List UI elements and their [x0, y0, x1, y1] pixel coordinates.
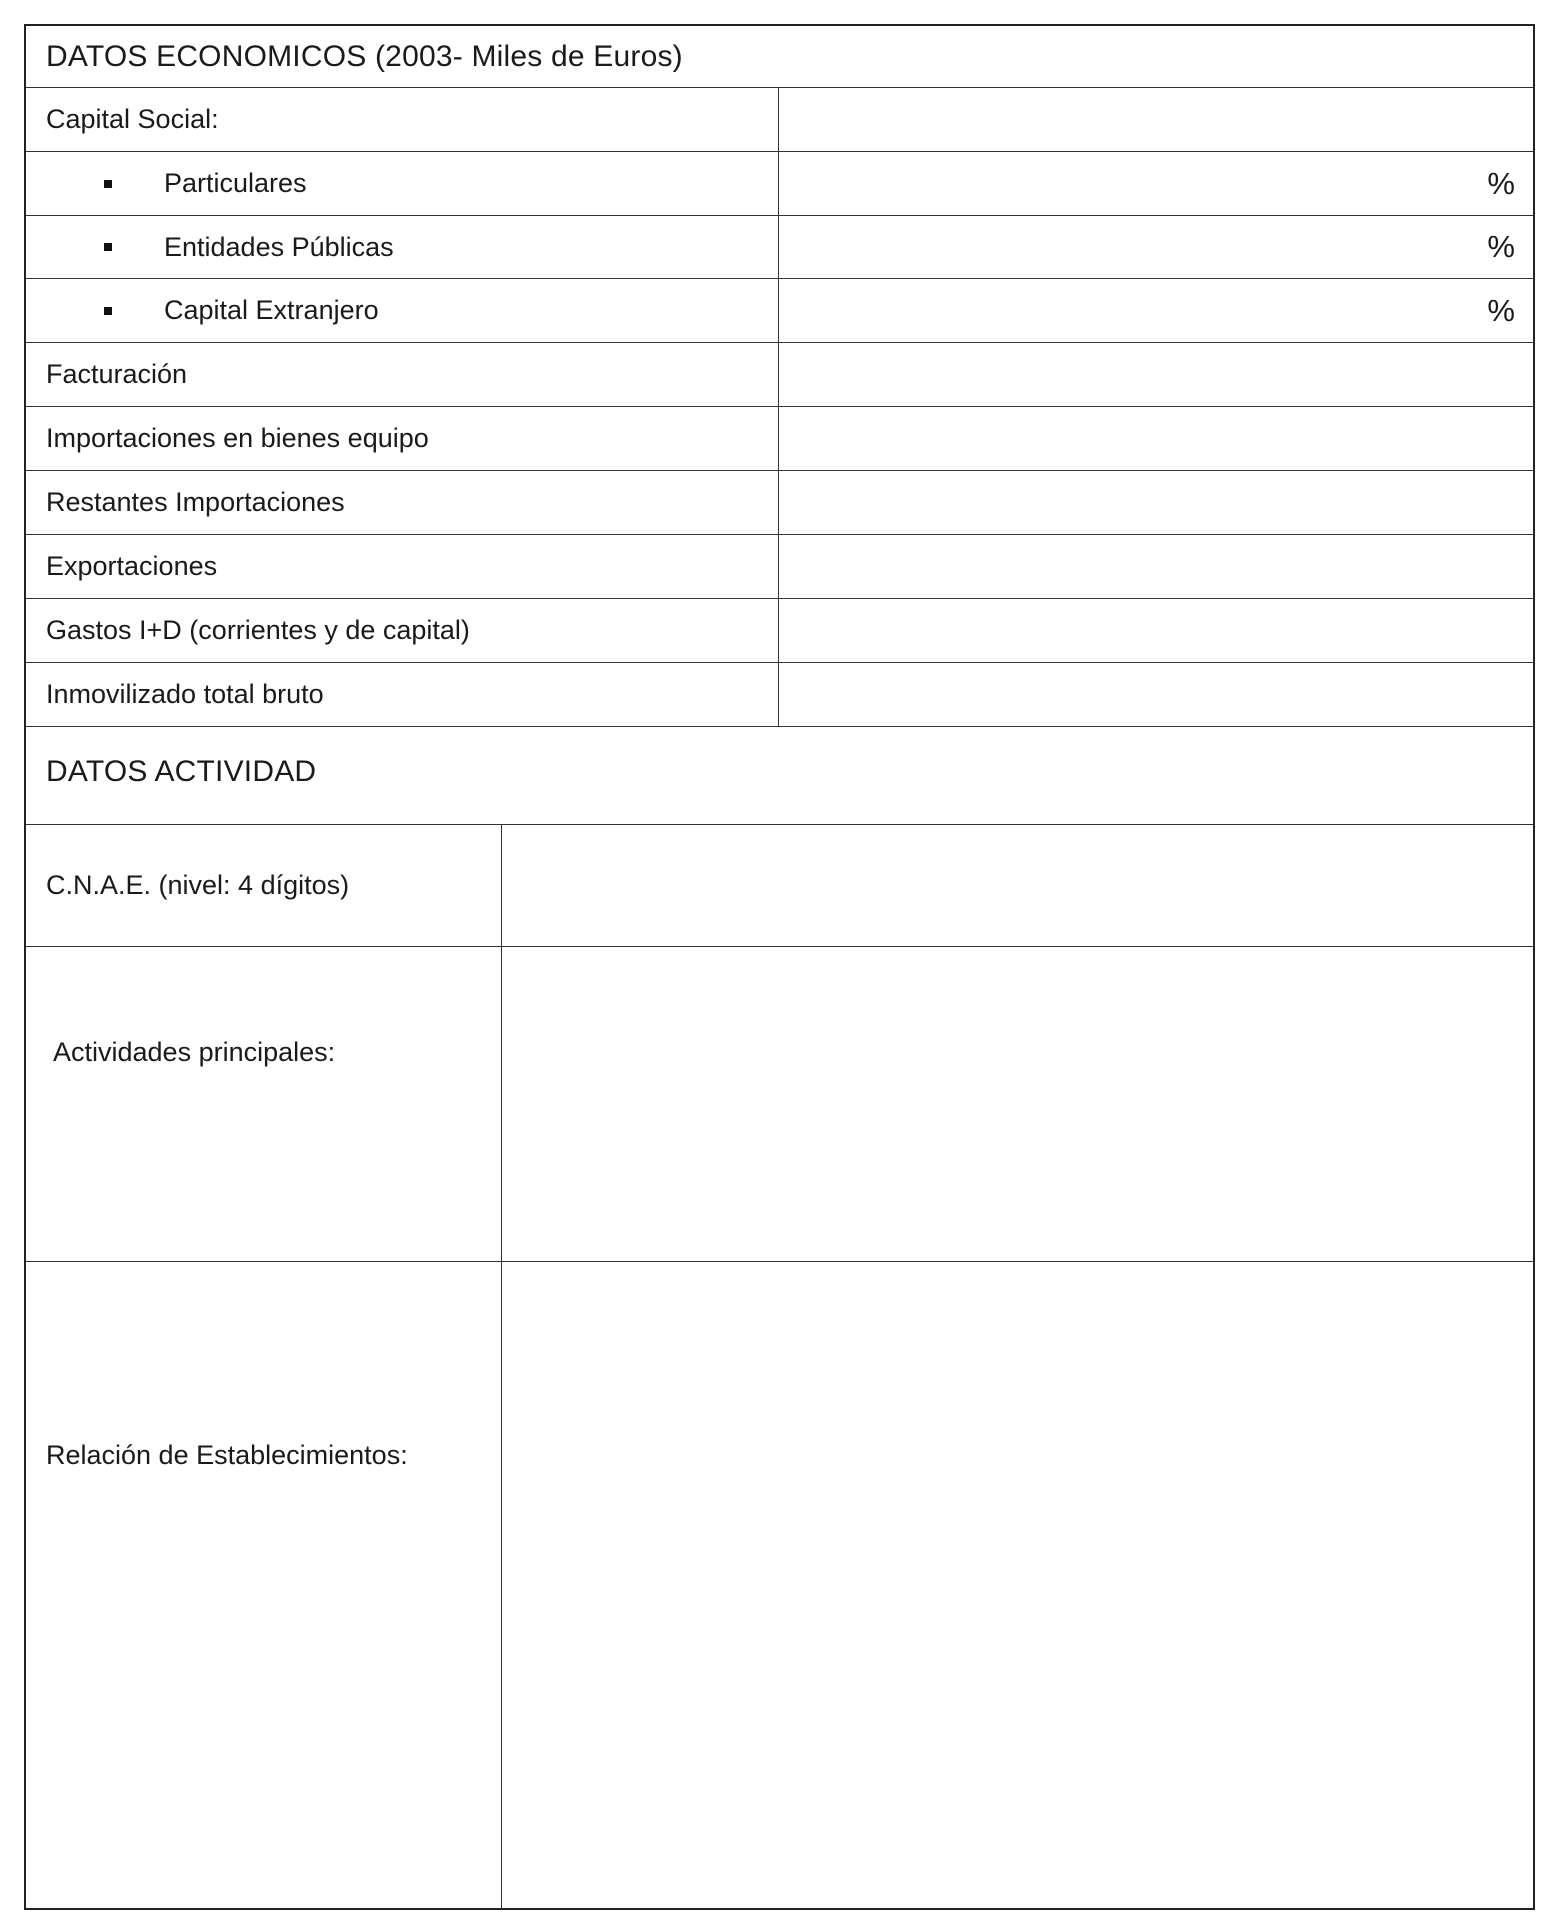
row-inmovilizado: [26, 663, 1533, 727]
exportaciones-label: Exportaciones: [46, 551, 218, 581]
data-form: [24, 24, 1535, 1910]
row-entidades-publicas: [26, 216, 1533, 279]
bullet-icon: [104, 243, 112, 251]
row-restantes-importaciones: [26, 471, 1533, 535]
inmovilizado-label: Inmovilizado total bruto: [46, 679, 324, 709]
activity-section-header: [26, 727, 1533, 825]
economic-section-header: [26, 26, 1533, 88]
particulares-label: Particulares: [164, 168, 307, 198]
facturacion-field[interactable]: [778, 343, 1533, 406]
facturacion-label: Facturación: [46, 359, 188, 389]
particulares-percent-field[interactable]: %: [778, 152, 1533, 215]
row-importaciones-bienes: [26, 407, 1533, 471]
relacion-establecimientos-field[interactable]: [501, 1262, 1533, 1908]
gastos-id-field[interactable]: [778, 599, 1533, 662]
capital-social-label: Capital Social:: [46, 104, 219, 134]
inmovilizado-field[interactable]: [778, 663, 1533, 726]
row-capital-social: [26, 88, 1533, 152]
entidades-publicas-percent-field[interactable]: %: [778, 216, 1533, 278]
bullet-icon: [104, 180, 112, 188]
restantes-importaciones-label: Restantes Importaciones: [46, 487, 345, 517]
importaciones-bienes-label: Importaciones en bienes equipo: [46, 423, 429, 453]
row-gastos-id: [26, 599, 1533, 663]
bullet-icon: [104, 307, 112, 315]
activity-section-title: DATOS ACTIVIDAD: [46, 755, 317, 788]
row-capital-extranjero: [26, 279, 1533, 343]
row-relacion-establecimientos: [26, 1262, 1533, 1908]
restantes-importaciones-field[interactable]: [778, 471, 1533, 534]
actividades-principales-field[interactable]: [501, 947, 1533, 1261]
relacion-establecimientos-label: Relación de Establecimientos:: [46, 1440, 408, 1470]
row-actividades-principales: [26, 947, 1533, 1262]
entidades-publicas-label: Entidades Públicas: [164, 231, 394, 262]
capital-extranjero-percent-field[interactable]: %: [778, 279, 1533, 342]
row-facturacion: [26, 343, 1533, 407]
cnae-field[interactable]: [501, 825, 1533, 946]
economic-section-title: DATOS ECONOMICOS (2003- Miles de Euros): [46, 40, 683, 73]
exportaciones-field[interactable]: [778, 535, 1533, 598]
row-cnae: [26, 825, 1533, 947]
capital-social-field[interactable]: [778, 88, 1533, 151]
capital-extranjero-cell: [26, 279, 778, 342]
gastos-id-label: Gastos I+D (corrientes y de capital): [46, 615, 470, 645]
actividades-principales-label: Actividades principales:: [53, 1037, 336, 1067]
cnae-label: C.N.A.E. (nivel: 4 dígitos): [46, 870, 350, 900]
capital-extranjero-label: Capital Extranjero: [164, 295, 379, 325]
particulares-cell: [26, 152, 778, 215]
row-exportaciones: [26, 535, 1533, 599]
row-particulares: [26, 152, 1533, 216]
entidades-publicas-cell: [26, 216, 778, 278]
importaciones-bienes-field[interactable]: [778, 407, 1533, 470]
